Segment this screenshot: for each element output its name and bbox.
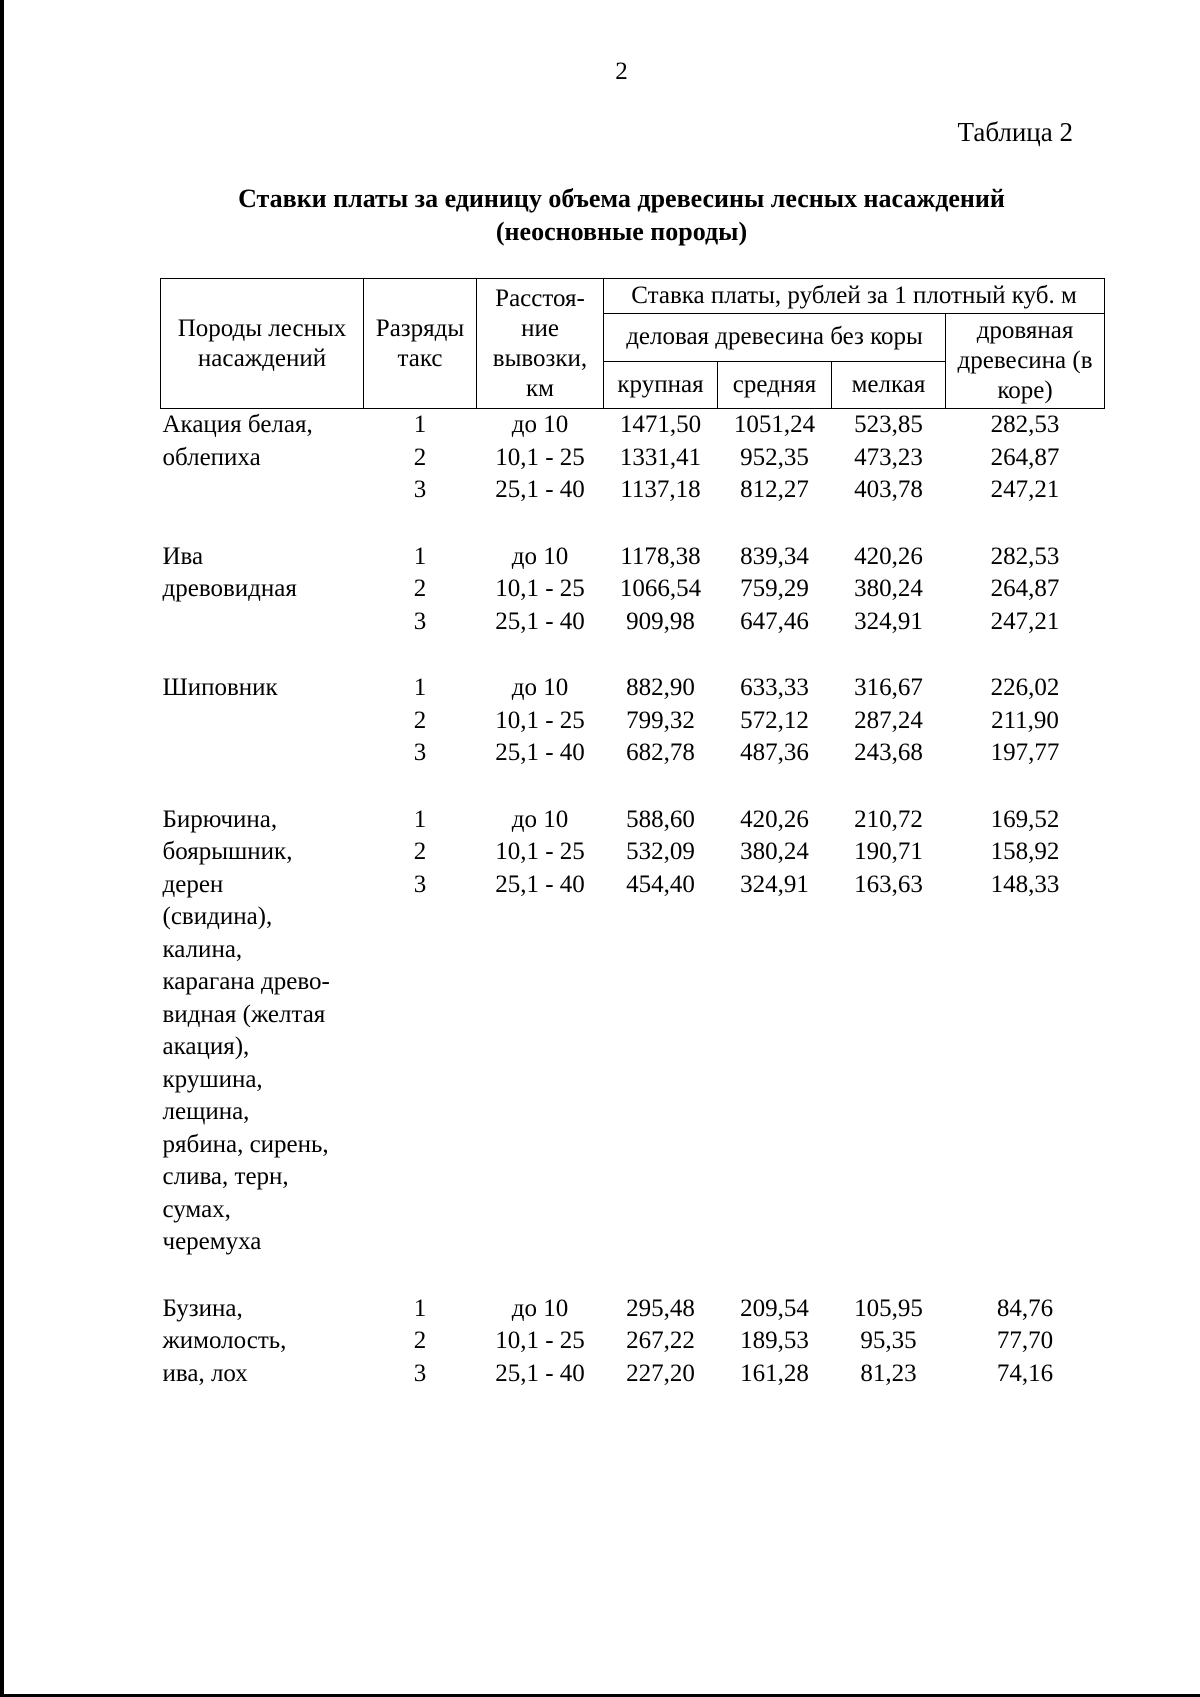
class-cell: 3	[413, 607, 427, 635]
class-cell: 1	[413, 1294, 427, 1322]
large-cell: 1066,54	[619, 575, 702, 602]
species-cell: дерен	[162, 870, 224, 898]
large-cell	[604, 1226, 718, 1259]
large-cell	[604, 1096, 718, 1129]
species-cell: Бирючина,	[162, 805, 278, 833]
table-row	[161, 474, 1105, 507]
page-number: 2	[615, 58, 628, 85]
distance-cell: 25,1 - 40	[495, 739, 585, 766]
species-cell	[161, 705, 364, 738]
class-cell	[364, 1064, 477, 1097]
table-row	[161, 409, 1105, 442]
firewood-cell	[946, 901, 1105, 934]
small-cell	[832, 1161, 946, 1194]
title-line-2: (неосновные породы)	[495, 217, 748, 246]
distance-cell: 10,1 - 25	[495, 575, 585, 602]
group-spacer	[161, 638, 1105, 672]
firewood-cell	[946, 1129, 1105, 1162]
class-cell	[364, 1161, 477, 1194]
header-species: Породы лесных насаждений	[161, 279, 364, 409]
firewood-cell: 74,16	[996, 1359, 1054, 1387]
firewood-cell: 84,76	[996, 1294, 1054, 1322]
class-cell	[364, 999, 477, 1032]
firewood-cell: 226,02	[990, 674, 1060, 701]
large-cell	[604, 1194, 718, 1227]
large-cell: 1137,18	[620, 476, 701, 503]
header-large: крупная	[604, 361, 718, 409]
group-spacer	[161, 1259, 1105, 1293]
species-cell: карагана древо-	[162, 968, 330, 995]
header-class: Разряды такс	[364, 279, 477, 409]
species-cell: лещина,	[162, 1098, 250, 1125]
small-cell: 210,72	[854, 805, 923, 833]
species-cell: черемуха	[162, 1228, 262, 1255]
large-cell	[604, 901, 718, 934]
firewood-cell	[946, 1194, 1105, 1227]
small-cell: 473,23	[854, 443, 923, 471]
small-cell	[832, 1194, 946, 1227]
table-row	[161, 737, 1105, 770]
large-cell: 532,09	[626, 838, 695, 865]
class-cell: 1	[413, 542, 427, 570]
distance-cell	[477, 934, 604, 967]
firewood-cell: 282,53	[990, 411, 1060, 438]
table-row	[161, 1194, 1105, 1227]
small-cell: 380,24	[854, 575, 923, 602]
group-spacer	[161, 770, 1105, 804]
table-row	[161, 541, 1105, 574]
species-cell: сумах,	[162, 1195, 231, 1223]
medium-cell: 161,28	[740, 1359, 809, 1387]
firewood-cell: 247,21	[990, 607, 1060, 635]
medium-cell	[718, 1161, 832, 1194]
header-medium: средняя	[718, 361, 832, 409]
class-cell	[364, 1031, 477, 1064]
small-cell	[832, 901, 946, 934]
large-cell	[604, 999, 718, 1032]
table-row	[161, 901, 1105, 934]
small-cell: 523,85	[854, 411, 923, 438]
table-row	[161, 869, 1105, 902]
medium-cell	[718, 1194, 832, 1227]
table-row	[161, 1031, 1105, 1064]
class-cell: 1	[413, 805, 427, 833]
medium-cell	[718, 966, 832, 999]
species-cell	[161, 474, 364, 507]
firewood-cell	[946, 1096, 1105, 1129]
class-cell: 2	[413, 575, 427, 602]
firewood-cell	[946, 1064, 1105, 1097]
large-cell	[604, 1161, 718, 1194]
table-row	[161, 1293, 1105, 1326]
distance-cell	[477, 901, 604, 934]
firewood-cell	[946, 999, 1105, 1032]
table-row	[161, 966, 1105, 999]
medium-cell: 812,27	[740, 476, 809, 503]
large-cell	[604, 966, 718, 999]
large-cell: 1471,50	[619, 411, 702, 438]
large-cell: 799,32	[626, 706, 695, 734]
distance-cell: 25,1 - 40	[495, 607, 585, 635]
group-spacer	[161, 507, 1105, 541]
distance-cell: 25,1 - 40	[495, 870, 585, 898]
small-cell: 105,95	[854, 1294, 923, 1322]
species-cell: Бузина,	[162, 1294, 243, 1322]
distance-cell: до 10	[511, 674, 569, 701]
distance-cell: 10,1 - 25	[495, 838, 585, 865]
firewood-cell: 169,52	[990, 805, 1060, 833]
distance-cell	[477, 999, 604, 1032]
distance-cell: до 10	[511, 805, 569, 833]
species-cell: облепиха	[162, 443, 261, 471]
class-cell	[364, 1226, 477, 1259]
small-cell	[832, 1226, 946, 1259]
distance-cell	[477, 1096, 604, 1129]
firewood-cell: 148,33	[990, 870, 1060, 898]
header-small: мелкая	[832, 361, 946, 409]
large-cell: 588,60	[626, 805, 695, 833]
small-cell: 81,23	[860, 1359, 917, 1387]
table-row	[161, 1129, 1105, 1162]
firewood-cell: 158,92	[990, 838, 1060, 865]
species-cell: боярышник,	[162, 838, 293, 865]
medium-cell: 633,33	[740, 674, 809, 701]
distance-cell: 10,1 - 25	[495, 1327, 585, 1354]
medium-cell: 209,54	[740, 1294, 809, 1322]
species-cell: калина,	[162, 935, 243, 963]
table-row	[161, 705, 1105, 738]
firewood-cell	[946, 934, 1105, 967]
large-cell: 882,90	[626, 674, 695, 701]
medium-cell	[718, 901, 832, 934]
distance-cell: 10,1 - 25	[495, 443, 585, 471]
medium-cell: 1051,24	[733, 411, 816, 438]
firewood-cell: 264,87	[990, 443, 1060, 471]
header-business-wood: деловая древесина без коры	[604, 314, 946, 362]
firewood-cell: 211,90	[991, 706, 1059, 734]
large-cell: 267,22	[626, 1327, 695, 1354]
distance-cell: 25,1 - 40	[495, 1359, 585, 1387]
medium-cell	[718, 1096, 832, 1129]
distance-cell	[477, 966, 604, 999]
firewood-cell: 247,21	[990, 476, 1060, 503]
species-cell: крушина,	[162, 1065, 263, 1093]
class-cell	[364, 934, 477, 967]
firewood-cell	[946, 1031, 1105, 1064]
small-cell	[832, 966, 946, 999]
species-cell: Ива	[162, 542, 204, 570]
species-cell	[161, 737, 364, 770]
table-row	[161, 1096, 1105, 1129]
table-body	[161, 409, 1105, 1391]
title-line-1: Ставки платы за единицу объема древесины лесных насаждений	[238, 184, 1005, 213]
distance-cell: 25,1 - 40	[495, 476, 585, 503]
distance-cell	[477, 1129, 604, 1162]
species-cell: видная (желтая	[162, 1000, 326, 1028]
table-row	[161, 573, 1105, 606]
medium-cell: 647,46	[740, 607, 809, 635]
medium-cell: 380,24	[740, 838, 809, 865]
medium-cell: 324,91	[740, 870, 809, 898]
small-cell: 420,26	[854, 542, 923, 570]
table-header	[161, 279, 1105, 409]
medium-cell: 759,29	[740, 575, 809, 602]
distance-cell: до 10	[511, 411, 569, 438]
class-cell	[364, 1194, 477, 1227]
medium-cell: 572,12	[740, 706, 809, 734]
table-row	[161, 1325, 1105, 1358]
class-cell	[364, 1129, 477, 1162]
class-cell: 3	[413, 870, 427, 898]
distance-cell	[477, 1161, 604, 1194]
medium-cell	[718, 999, 832, 1032]
class-cell: 3	[413, 1359, 427, 1387]
large-cell: 909,98	[626, 607, 695, 635]
header-rate: Ставка платы, рублей за 1 плотный куб. м	[604, 279, 1105, 314]
small-cell	[832, 1031, 946, 1064]
large-cell: 295,48	[626, 1294, 695, 1322]
small-cell: 163,63	[854, 870, 923, 898]
distance-cell	[477, 1031, 604, 1064]
large-cell	[604, 1064, 718, 1097]
species-cell: (свидина),	[162, 903, 273, 930]
table-row	[161, 606, 1105, 639]
medium-cell	[718, 1064, 832, 1097]
distance-cell: 10,1 - 25	[495, 706, 585, 734]
firewood-cell: 282,53	[990, 542, 1060, 570]
large-cell: 682,78	[626, 739, 695, 766]
small-cell: 324,91	[854, 607, 923, 635]
class-cell: 1	[413, 411, 427, 438]
medium-cell	[718, 1031, 832, 1064]
firewood-cell: 264,87	[990, 575, 1060, 602]
small-cell: 287,24	[854, 706, 923, 734]
table-row	[161, 1226, 1105, 1259]
species-cell: Акация белая,	[162, 411, 313, 438]
distance-cell: до 10	[511, 542, 569, 570]
species-cell: рябина, сирень,	[162, 1130, 329, 1158]
large-cell	[604, 1031, 718, 1064]
class-cell	[364, 1096, 477, 1129]
distance-cell	[477, 1064, 604, 1097]
distance-cell	[477, 1194, 604, 1227]
species-cell: ива, лох	[162, 1359, 248, 1387]
class-cell	[364, 901, 477, 934]
large-cell	[604, 1129, 718, 1162]
small-cell: 95,35	[860, 1327, 917, 1354]
table-row	[161, 934, 1105, 967]
large-cell	[604, 934, 718, 967]
distance-cell	[477, 1226, 604, 1259]
table-label: Таблица 2	[957, 117, 1073, 147]
medium-cell	[718, 934, 832, 967]
small-cell	[832, 999, 946, 1032]
medium-cell	[718, 1226, 832, 1259]
medium-cell: 189,53	[740, 1327, 809, 1354]
table-row	[161, 804, 1105, 837]
table-row	[161, 1161, 1105, 1194]
small-cell	[832, 1064, 946, 1097]
class-cell: 3	[413, 739, 427, 766]
firewood-cell: 197,77	[990, 739, 1060, 766]
small-cell: 190,71	[854, 838, 923, 865]
table-row	[161, 1358, 1105, 1391]
species-cell: акация),	[162, 1033, 250, 1060]
species-cell: Шиповник	[162, 674, 278, 701]
medium-cell	[718, 1129, 832, 1162]
class-cell: 2	[413, 838, 427, 865]
medium-cell: 487,36	[740, 739, 809, 766]
medium-cell: 952,35	[740, 443, 809, 471]
class-cell: 2	[413, 1327, 427, 1354]
class-cell: 2	[413, 706, 427, 734]
species-cell	[161, 606, 364, 639]
large-cell: 1331,41	[619, 443, 702, 471]
small-cell	[832, 1096, 946, 1129]
large-cell: 454,40	[626, 870, 695, 898]
medium-cell: 420,26	[740, 805, 809, 833]
header-distance: Расстоя-ние вывозки, км	[477, 279, 604, 409]
firewood-cell: 77,70	[996, 1327, 1054, 1354]
small-cell	[832, 934, 946, 967]
small-cell: 316,67	[854, 674, 923, 701]
document-title	[4, 182, 1200, 248]
medium-cell: 839,34	[740, 542, 809, 570]
table-row	[161, 836, 1105, 869]
distance-cell: до 10	[511, 1294, 569, 1322]
species-cell: древовидная	[162, 575, 297, 602]
small-cell	[832, 1129, 946, 1162]
class-cell	[364, 966, 477, 999]
class-cell: 2	[413, 443, 427, 471]
large-cell: 1178,38	[620, 542, 701, 570]
firewood-cell	[946, 1226, 1105, 1259]
species-cell: слива, терн,	[162, 1163, 289, 1190]
firewood-cell	[946, 1161, 1105, 1194]
small-cell: 243,68	[854, 739, 923, 766]
class-cell: 1	[413, 674, 427, 701]
rates-table	[160, 278, 1105, 1390]
header-firewood: дровяная древесина (в коре)	[946, 314, 1105, 409]
firewood-cell	[946, 966, 1105, 999]
table-row	[161, 1064, 1105, 1097]
species-cell: жимолость,	[162, 1327, 287, 1354]
small-cell: 403,78	[854, 476, 923, 503]
class-cell: 3	[413, 476, 427, 503]
table-row	[161, 672, 1105, 705]
large-cell: 227,20	[626, 1359, 695, 1387]
table-row	[161, 442, 1105, 475]
table-row	[161, 999, 1105, 1032]
